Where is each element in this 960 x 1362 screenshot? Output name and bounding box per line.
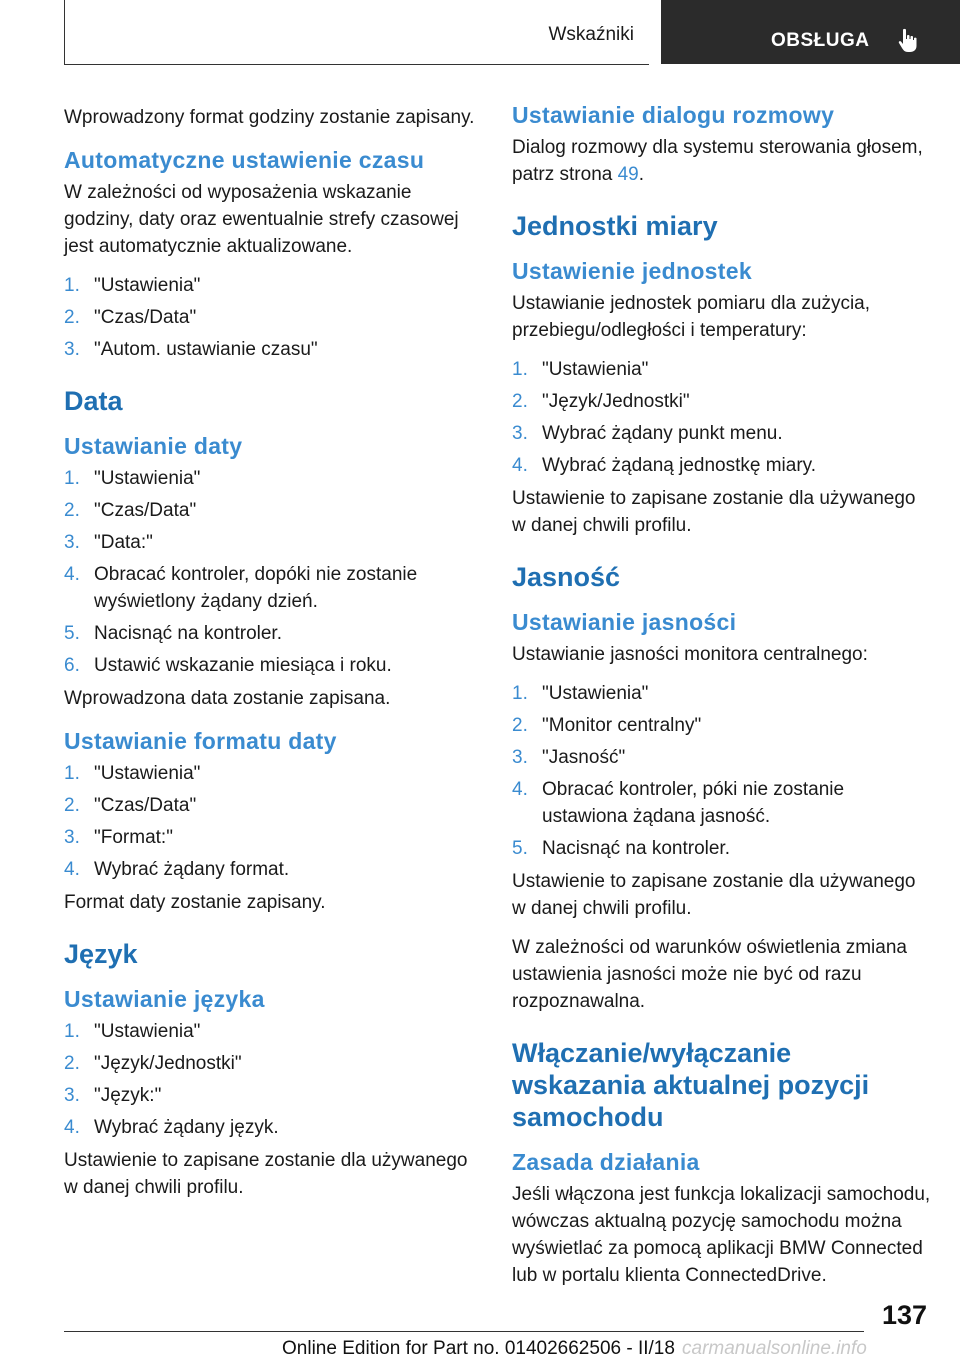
set-language-after: Ustawienie to zapisane zostanie dla używanego w danej chwili profilu. (64, 1150, 468, 1198)
step-text: "Ustawienia" (94, 1021, 201, 1042)
step-text: Wybrać żądany format. (94, 859, 290, 880)
step-number: 3. (512, 747, 528, 768)
principle-text: Jeśli włączona jest funkcja lokalizacji samochodu, wówczas aktualną pozycję samochodu można wyświetlać za pomocą aplikacji BMW Connected lub w portalu klienta ConnectedDrive. (512, 1184, 931, 1286)
step-text: "Język:" (94, 1085, 162, 1106)
auto-time-steps (64, 272, 484, 363)
chapter-tab-label: OBSŁUGA (771, 30, 870, 51)
step-number: 5. (512, 838, 528, 859)
step-number: 4. (64, 1117, 80, 1138)
list-item (512, 744, 932, 771)
units-heading: Jednostki miary (512, 211, 718, 241)
step-number: 3. (512, 423, 528, 444)
step-number: 1. (64, 1021, 80, 1042)
set-date-heading: Ustawianie daty (64, 433, 243, 459)
list-item (512, 420, 932, 447)
list-item (64, 561, 484, 615)
set-units-after: Ustawienie to zapisane zostanie dla używanego w danej chwili profilu. (512, 488, 916, 536)
intro-text: Wprowadzony format godziny zostanie zapisany. (64, 107, 475, 128)
set-language-heading: Ustawianie języka (64, 986, 265, 1012)
step-text: "Data:" (94, 532, 153, 553)
step-text: Wybrać żądaną jednostkę miary. (542, 455, 817, 476)
brightness-heading: Jasność (512, 562, 621, 592)
list-item (512, 776, 932, 830)
left-column (64, 100, 484, 1213)
list-item (512, 452, 932, 479)
set-language-steps (64, 1018, 484, 1141)
step-number: 1. (512, 359, 528, 380)
step-text: "Język/Jednostki" (94, 1053, 242, 1074)
dialog-text-after: . (638, 164, 645, 185)
step-number: 1. (64, 275, 80, 296)
set-date-after: Wprowadzona data zostanie zapisana. (64, 688, 391, 709)
set-units-heading: Ustawienie jednostek (512, 258, 752, 284)
step-text: "Jasność" (542, 747, 626, 768)
step-text: "Czas/Data" (94, 307, 197, 328)
edition-text: Online Edition for Part no. 01402662506 - II/18 (282, 1338, 675, 1359)
step-number: 3. (64, 827, 80, 848)
dialog-text (512, 134, 932, 188)
list-item (64, 529, 484, 556)
list-item (512, 356, 932, 383)
step-text: "Ustawienia" (94, 468, 201, 489)
step-number: 1. (512, 683, 528, 704)
hand-pointer-icon (895, 26, 923, 54)
set-brightness-heading: Ustawianie jasności (512, 609, 737, 635)
step-number: 2. (64, 1053, 80, 1074)
step-text: Nacisnąć na kontroler. (94, 623, 282, 644)
header-divider-vertical (64, 0, 65, 65)
step-number: 6. (64, 655, 80, 676)
set-brightness-after-1: Ustawienie to zapisane zostanie dla używanego w danej chwili profilu. (512, 871, 916, 919)
step-text: Obracać kontroler, póki nie zostanie ustawiona żądana jasność. (542, 779, 845, 827)
list-item (64, 304, 484, 331)
step-number: 1. (64, 763, 80, 784)
step-text: "Ustawienia" (94, 275, 201, 296)
list-item (64, 652, 484, 679)
language-heading: Język (64, 939, 138, 969)
step-number: 2. (512, 391, 528, 412)
step-number: 4. (64, 859, 80, 880)
step-text: "Czas/Data" (94, 795, 197, 816)
auto-time-text: W zależności od wyposażenia wskazanie godziny, daty oraz ewentualnie strefy czasowej jest automatycznie aktualizowane. (64, 182, 459, 257)
watermark: carmanualsonline.info (682, 1338, 867, 1359)
step-number: 1. (64, 468, 80, 489)
list-item (64, 760, 484, 787)
set-brightness-after-2: W zależności od warunków oświetlenia zmiana ustawienia jasności może nie być od razu rozpoznawalna. (512, 937, 907, 1012)
list-item (512, 712, 932, 739)
dialog-text-before: Dialog rozmowy dla systemu sterowania głosem, patrz strona (512, 137, 923, 185)
step-text: "Ustawienia" (542, 683, 649, 704)
set-brightness-steps (512, 680, 932, 862)
set-units-steps (512, 356, 932, 479)
list-item (512, 680, 932, 707)
step-number: 4. (64, 564, 80, 585)
position-heading: Włączanie/wyłączanie wskazania aktualnej pozycji samochodu (512, 1038, 870, 1132)
step-number: 2. (64, 307, 80, 328)
date-format-heading: Ustawianie formatu daty (64, 728, 337, 754)
step-number: 2. (512, 715, 528, 736)
list-item (64, 856, 484, 883)
date-heading: Data (64, 386, 123, 416)
step-text: "Język/Jednostki" (542, 391, 690, 412)
step-text: Wybrać żądany język. (94, 1117, 279, 1138)
list-item (64, 1050, 484, 1077)
page-header (0, 0, 960, 68)
list-item (64, 620, 484, 647)
list-item (512, 835, 932, 862)
step-text: Obracać kontroler, dopóki nie zostanie wyświetlony żądany dzień. (94, 564, 418, 612)
set-brightness-text: Ustawianie jasności monitora centralnego: (512, 644, 868, 665)
step-text: "Monitor centralny" (542, 715, 702, 736)
list-item (64, 497, 484, 524)
step-number: 4. (512, 779, 528, 800)
header-divider (65, 64, 649, 65)
list-item (512, 388, 932, 415)
date-format-after: Format daty zostanie zapisany. (64, 892, 326, 913)
step-text: Nacisnąć na kontroler. (542, 838, 730, 859)
list-item (64, 336, 484, 363)
step-number: 2. (64, 500, 80, 521)
right-column (512, 100, 932, 1301)
step-number: 3. (64, 532, 80, 553)
list-item (64, 465, 484, 492)
list-item (64, 1082, 484, 1109)
list-item (64, 1114, 484, 1141)
step-number: 3. (64, 1085, 80, 1106)
step-text: "Czas/Data" (94, 500, 197, 521)
step-number: 2. (64, 795, 80, 816)
step-text: Ustawić wskazanie miesiąca i roku. (94, 655, 392, 676)
step-text: "Autom. ustawianie czasu" (94, 339, 318, 360)
list-item (64, 792, 484, 819)
step-number: 3. (64, 339, 80, 360)
principle-heading: Zasada działania (512, 1149, 700, 1175)
date-format-steps (64, 760, 484, 883)
set-units-text: Ustawianie jednostek pomiaru dla zużycia, przebiegu/odległości i temperatury: (512, 293, 871, 341)
footer-divider (64, 1331, 864, 1332)
page-number: 137 (881, 1300, 927, 1330)
section-title: Wskaźniki (548, 24, 634, 45)
auto-time-heading: Automatyczne ustawienie czasu (64, 147, 425, 173)
step-text: "Format:" (94, 827, 173, 848)
step-text: "Ustawienia" (94, 763, 201, 784)
list-item (64, 824, 484, 851)
step-text: "Ustawienia" (542, 359, 649, 380)
step-number: 4. (512, 455, 528, 476)
step-number: 5. (64, 623, 80, 644)
set-date-steps (64, 465, 484, 679)
dialog-heading: Ustawianie dialogu rozmowy (512, 102, 835, 128)
step-text: Wybrać żądany punkt menu. (542, 423, 783, 444)
list-item (64, 1018, 484, 1045)
list-item (64, 272, 484, 299)
page-link[interactable]: 49 (617, 164, 639, 185)
chapter-tab[interactable] (661, 0, 960, 64)
